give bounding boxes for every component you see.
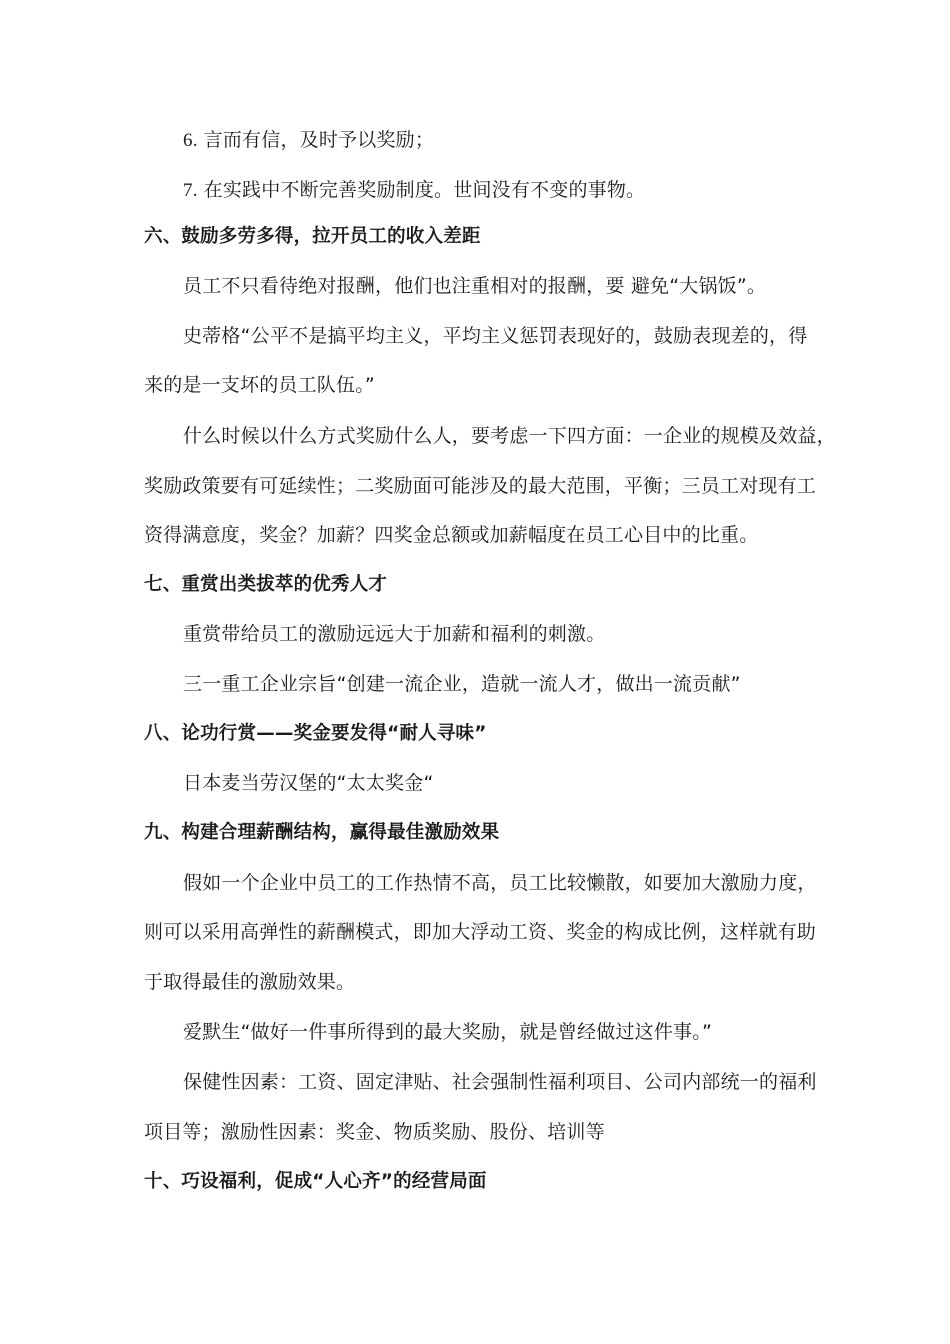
list-item-text: 言而有信，及时予以奖励；: [203, 129, 435, 151]
paragraph-line: 奖励政策要有可延续性；二奖励面可能涉及的最大范围，平衡；三员工对现有工: [144, 475, 817, 497]
paragraph-line: 重赏带给员工的激励远远大于加薪和福利的刺激。: [183, 623, 606, 645]
section-heading-8: 八、论功行赏——奖金要发得“耐人寻味”: [144, 723, 487, 744]
paragraph-line: 资得满意度，奖金？加薪？四奖金总额或加薪幅度在员工心目中的比重。: [144, 524, 759, 546]
paragraph-line: 什么时候以什么方式奖励什么人，要考虑一下四方面：一企业的规模及效益，: [183, 425, 836, 447]
list-item-7: [183, 178, 645, 203]
paragraph-line: 史蒂格“公平不是搞平均主义，平均主义惩罚表现好的，鼓励表现差的，得: [183, 325, 808, 347]
paragraph-line: 员工不只看待绝对报酬，他们也注重相对的报酬，要 避免“大锅饭”。: [183, 275, 767, 297]
list-item-text: 在实践中不断完善奖励制度。世间没有不变的事物。: [203, 179, 646, 201]
paragraph-line: 于取得最佳的激励效果。: [144, 971, 356, 993]
paragraph-line: 日本麦当劳汉堡的“太太奖金“: [183, 772, 434, 794]
paragraph-line: 来的是一支坏的员工队伍。”: [144, 374, 375, 396]
section-heading-6: 六、鼓励多劳多得，拉开员工的收入差距: [144, 226, 481, 247]
paragraph-line: 三一重工企业宗旨“创建一流企业，造就一流人才，做出一流贡献”: [183, 673, 741, 695]
paragraph-line: 爱默生“做好一件事所得到的最大奖励，就是曾经做过这件事。”: [183, 1021, 712, 1043]
list-number: 7.: [183, 180, 198, 201]
paragraph-line: 则可以采用高弹性的薪酬模式，即加大浮动工资、奖金的构成比例，这样就有助: [144, 921, 817, 943]
section-heading-10: 十、巧设福利，促成“人心齐”的经营局面: [144, 1171, 487, 1192]
paragraph-line: 假如一个企业中员工的工作热情不高，员工比较懒散，如要加大激励力度，: [183, 872, 817, 894]
paragraph-line: 保健性因素：工资、固定津贴、社会强制性福利项目、公司内部统一的福利: [183, 1071, 817, 1093]
list-number: 6.: [183, 130, 198, 151]
list-item-6: [183, 128, 434, 153]
paragraph-line: 项目等；激励性因素：奖金、物质奖励、股份、培训等: [144, 1121, 605, 1143]
section-heading-7: 七、重赏出类拔萃的优秀人才: [144, 574, 388, 595]
section-heading-9: 九、构建合理薪酬结构，赢得最佳激励效果: [144, 822, 500, 843]
